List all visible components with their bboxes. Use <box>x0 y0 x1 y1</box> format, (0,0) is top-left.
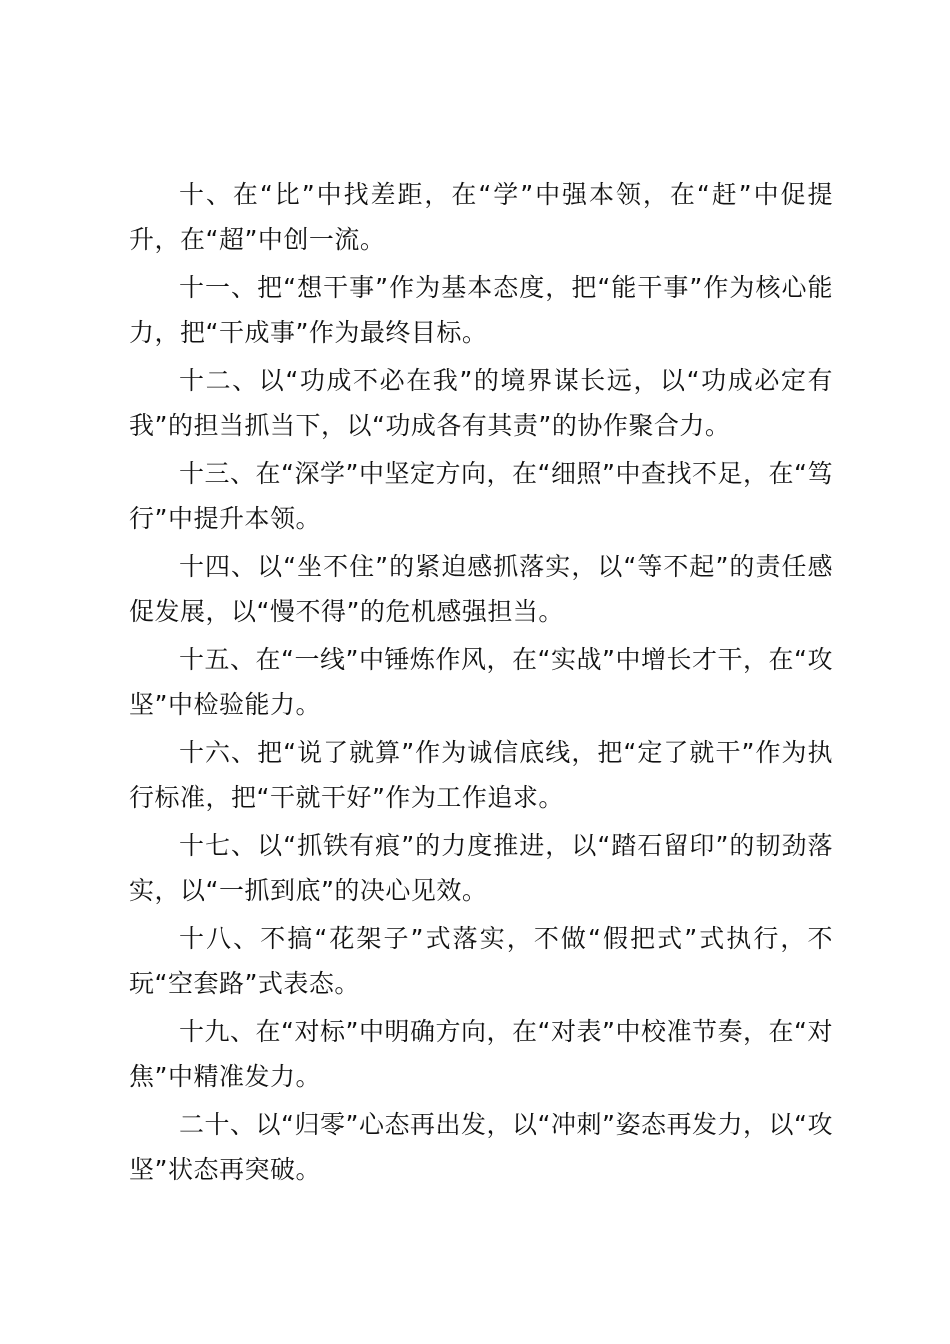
document-body <box>129 172 833 1195</box>
paragraph-13: 十三、在“深学”中坚定方向，在“细照”中查找不足，在“笃行”中提升本领。 <box>129 459 833 533</box>
paragraph-14: 十四、以“坐不住”的紧迫感抓落实，以“等不起”的责任感促发展，以“慢不得”的危机感强担当。 <box>129 552 833 626</box>
paragraph-16: 十六、把“说了就算”作为诚信底线，把“定了就干”作为执行标准，把“干就干好”作为工作追求。 <box>129 738 833 812</box>
paragraph-15: 十五、在“一线”中锤炼作风，在“实战”中增长才干，在“攻坚”中检验能力。 <box>129 645 833 719</box>
paragraph-17: 十七、以“抓铁有痕”的力度推进，以“踏石留印”的韧劲落实，以“一抓到底”的决心见效。 <box>129 831 833 905</box>
paragraph-12: 十二、以“功成不必在我”的境界谋长远，以“功成必定有我”的担当抓当下，以“功成各有其责”的协作聚合力。 <box>129 366 833 440</box>
paragraph-18: 十八、不搞“花架子”式落实，不做“假把式”式执行，不玩“空套路”式表态。 <box>129 924 833 998</box>
paragraph-19: 十九、在“对标”中明确方向，在“对表”中校准节奏，在“对焦”中精准发力。 <box>129 1017 833 1091</box>
paragraph-11: 十一、把“想干事”作为基本态度，把“能干事”作为核心能力，把“干成事”作为最终目标。 <box>129 273 833 347</box>
paragraph-10: 十、在“比”中找差距，在“学”中强本领，在“赶”中促提升，在“超”中创一流。 <box>129 180 833 254</box>
paragraph-20: 二十、以“归零”心态再出发，以“冲刺”姿态再发力，以“攻坚”状态再突破。 <box>129 1110 833 1184</box>
